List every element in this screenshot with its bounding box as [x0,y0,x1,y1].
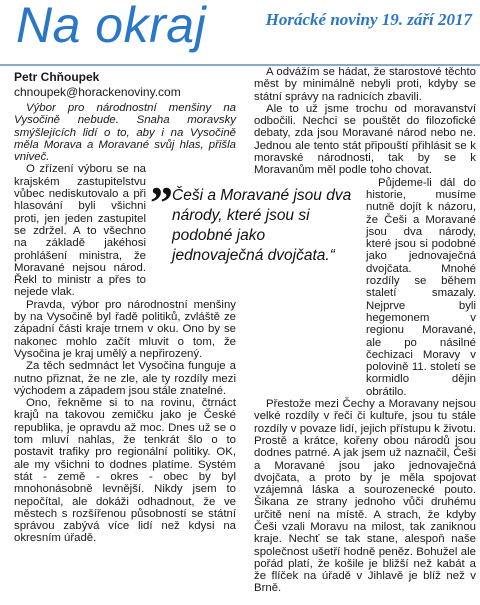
paragraph: Pravda, výbor pro národnostní menšiny by na Vysočině byl řadě politiků, zvláště ze západní části kraje trnem v oku. Ono by se nakonec mohlo začít mluvit o tom, že Vysočina je kraj umělý a nepřirozený. [14,298,236,360]
pull-quote-text: Češi a Moravané jsou dva národy, které jsou si podobné jako jednovaječná dvojčata.“ [172,187,352,264]
paragraph: Za těch sedmnáct let Vysočina funguje a nutno přiznat, že ne zle, ale ty rozdíly mezi východem a západem jsou stále znatelné. [14,360,236,397]
article-column-right [254,66,476,595]
newspaper-source: Horácké noviny 19. září 2017 [265,10,472,29]
article-column-left [14,102,236,545]
paragraph: A odvážím se hádat, že starostové těchto měst by minimálně nebyli proti, kdyby se státní správy na radnicích zbavili. [254,66,476,103]
author-name: Petr Chňoupek [14,70,100,84]
paragraph: Půjdeme-li dál do historie, musíme nutně dojít k názoru, že Češi a Moravané jsou dva národy, které jsou si podobné jako jednovaječná dvojčata. Mnohé rozdíly se během staletí smazaly. Nejprve byli hegemonem v regionu Moravané, ale po násilné čechizaci Moravy v polovině 11. století se kormidlo dějin obrátilo. [366,176,476,398]
author-email[interactable]: chnoupek@horackenoviny.com [14,85,181,99]
header [0,0,480,70]
paragraph: Ono, řekněme si to na rovinu, čtrnáct krajů na takovou zemičku jako je České republika, je opravdu až moc. Dnes už se o tom mluví nahlas, že tenkrát šlo o to postavit trafiky pro regionální politiky. OK, ale my všichni to dodnes platíme. Systém stát - země - okres - obec by byl mnohonásobně levnější. Nikdy jsem to nepočítal, ale dokáži odhadnout, že ve městech s rozšířenou působností se státní správou zabývá více lidí než kdysi na okresním úřadě. [14,397,236,545]
pull-quote [150,177,354,276]
page-title: Na okraj [16,0,207,53]
quote-mark-icon: ” [150,177,173,228]
lead-paragraph: Výbor pro národnostní menšiny na Vysočině nebude. Snaha moravsky smýšlejících lidí o to, aby i na Vysočině měla Morava a Moravané svůj hlas, přišla vniveč. [14,102,236,164]
paragraph: Přestože mezi Čechy a Moravany nejsou velké rozdíly v řeči či kultuře, jsou tu stále rozdíly v povaze lidí, jejich přístupu k životu. Prostě a krátce, kořeny obou národů jsou dodnes patrné. A jak jsem už naznačil, Češi a Moravané jsou jako jednovaječná dvojčata, a proto by je měla spojovat vzájemná láska a sourozenecké pouto. Šikana ze strany jednoho vůči druhému určitě není na místě. A strach, že kdyby Češi vzali Moravu na milost, tak zaniknou kraje. Nechť se tak stane, alespoň naše společnost ušetří hodně peněz. Bohužel ale pořád platí, že košile je bližší než kabát a že flíček na úřadě v Jihlavě je blíž než v Brně. [254,398,476,595]
paragraph: O zřízení výboru se na krajském zastupitelstvu vůbec nediskutovalo a při hlasování byli všichni proti, jen jeden zastupitel se zdržel. A to všechno na základě jakéhosi prohlášení ministra, že Moravané nejsou národ. Řekl to ministr a přes to nejede vlak. [14,163,146,299]
paragraph: Ale to už jsme trochu od moravanství odbočili. Nechci se pouštět do filozofické debaty, zda jsou Moravané národ nebo ne. Jednou ale tento stát připouští přihlásit se k moravské národnosti, tak by se k Moravanům měl podle toho chovat. [254,102,476,177]
